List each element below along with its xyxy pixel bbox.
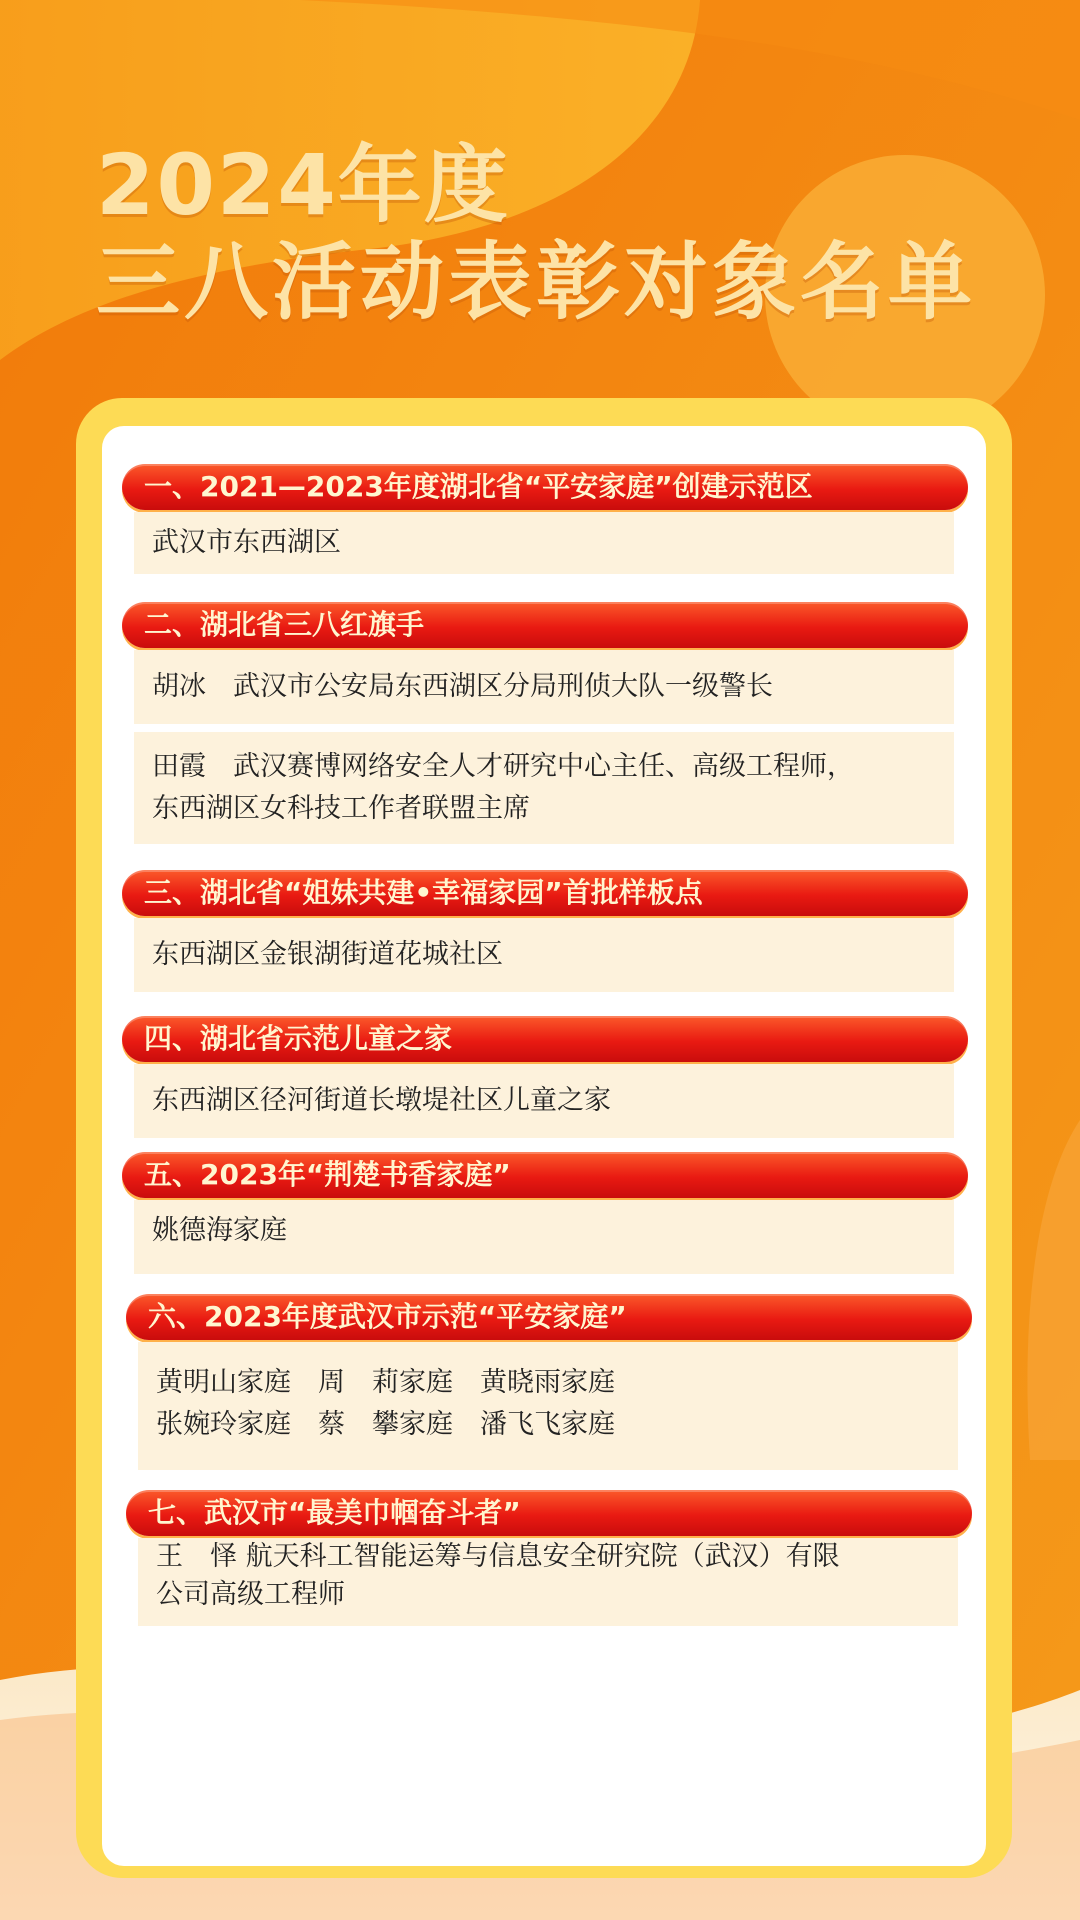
section-heading-7: 七、武汉市“最美巾帼奋斗者” [126, 1490, 972, 1536]
title-line-1: 2024年度 [96, 136, 510, 234]
entry-3-1 [134, 918, 954, 992]
entry-line: 田霞 武汉赛博网络安全人才研究中心主任、高级工程师， [152, 751, 854, 782]
entry-7-1 [138, 1538, 958, 1626]
section-heading-5: 五、2023年“荆楚书香家庭” [122, 1152, 968, 1198]
section-heading-6: 六、2023年度武汉市示范“平安家庭” [126, 1294, 972, 1340]
entry-line: 张婉玲家庭 蔡 攀家庭 潘飞飞家庭 [156, 1409, 615, 1440]
entry-line: 姚德海家庭 [152, 1215, 287, 1246]
entry-1-1 [134, 512, 954, 574]
footer-logo [474, 1745, 643, 1791]
section-heading-1: 一、2021—2023年度湖北省“平安家庭”创建示范区 [122, 464, 968, 510]
entry-line: 东西湖区金银湖街道花城社区 [152, 939, 503, 970]
entry-line: 黄明山家庭 周 莉家庭 黄晓雨家庭 [156, 1367, 615, 1398]
section-heading-4: 四、湖北省示范儿童之家 [122, 1016, 968, 1062]
entry-line: 胡冰 武汉市公安局东西湖区分局刑侦大队一级警长 [152, 671, 773, 702]
entry-4-1 [134, 1064, 954, 1138]
logo-subtext: Dongxihu Media Integration [536, 1774, 633, 1782]
title-line-2: 三八活动表彰对象名单 [96, 232, 977, 331]
entry-line: 公司高级工程师 [156, 1579, 345, 1610]
entry-2-1 [134, 650, 954, 724]
entry-2-2 [134, 732, 954, 844]
entry-line: 东西湖区径河街道长墩堤社区儿童之家 [152, 1085, 611, 1116]
wing-logo-icon [474, 1745, 536, 1791]
entry-line: 东西湖区女科技工作者联盟主席 [152, 793, 530, 824]
logo-text: 东西湖融媒 [538, 1752, 643, 1777]
section-heading-2: 二、湖北省三八红旗手 [122, 602, 968, 648]
page-title [96, 136, 977, 331]
entry-5-1 [134, 1200, 954, 1274]
section-heading-3: 三、湖北省“姐妹共建•幸福家园”首批样板点 [122, 870, 968, 916]
entry-6-1 [138, 1342, 958, 1470]
entry-line: 武汉市东西湖区 [152, 527, 341, 558]
entry-line: 王 怿 航天科工智能运筹与信息安全研究院（武汉）有限 [156, 1541, 840, 1572]
